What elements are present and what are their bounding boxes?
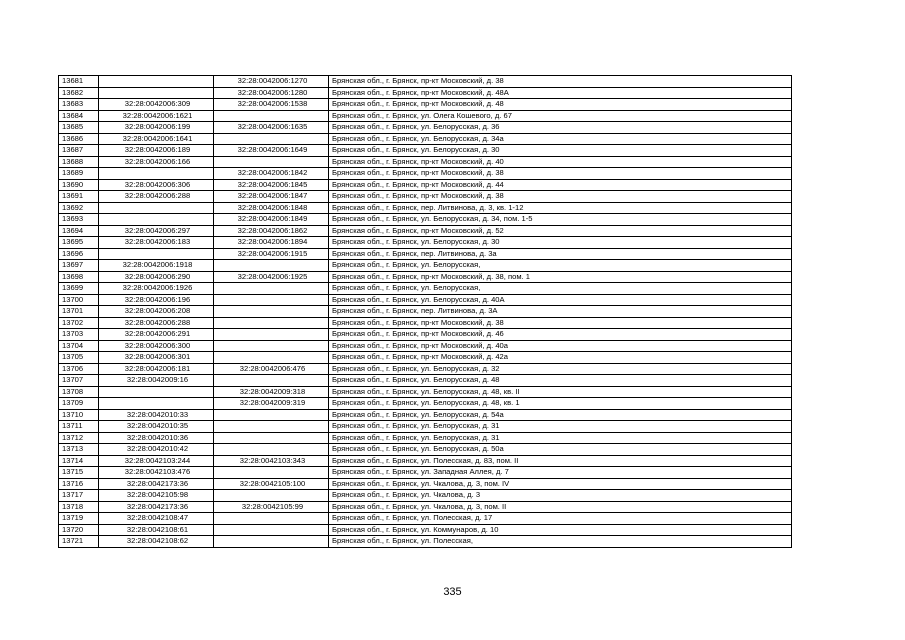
address-cell: Брянская обл., г. Брянск, ул. Чкалова, д. 3 — [329, 490, 792, 502]
row-number-cell: 13702 — [59, 317, 99, 329]
row-number-cell: 13718 — [59, 501, 99, 513]
table-row — [59, 421, 792, 433]
cadastral-number-cell: 32:28:0042006:301 — [99, 352, 214, 364]
object-cadastral-number-cell — [214, 306, 329, 318]
object-cadastral-number-cell: 32:28:0042009:318 — [214, 386, 329, 398]
table-row — [59, 501, 792, 513]
object-cadastral-number-cell: 32:28:0042006:1538 — [214, 99, 329, 111]
address-cell: Брянская обл., г. Брянск, ул. Коммунаров, д. 10 — [329, 524, 792, 536]
row-number-cell: 13701 — [59, 306, 99, 318]
cadastral-number-cell: 32:28:0042006:166 — [99, 156, 214, 168]
row-number-cell: 13691 — [59, 191, 99, 203]
address-cell: Брянская обл., г. Брянск, пр-кт Московский, д. 42а — [329, 352, 792, 364]
object-cadastral-number-cell: 32:28:0042006:1862 — [214, 225, 329, 237]
object-cadastral-number-cell: 32:28:0042006:1842 — [214, 168, 329, 180]
object-cadastral-number-cell — [214, 294, 329, 306]
object-cadastral-number-cell: 32:28:0042105:99 — [214, 501, 329, 513]
row-number-cell: 13703 — [59, 329, 99, 341]
cadastral-number-cell: 32:28:0042006:291 — [99, 329, 214, 341]
object-cadastral-number-cell — [214, 432, 329, 444]
table-row — [59, 145, 792, 157]
address-cell: Брянская обл., г. Брянск, ул. Белорусская, д. 31 — [329, 432, 792, 444]
row-number-cell: 13700 — [59, 294, 99, 306]
address-cell: Брянская обл., г. Брянск, пр-кт Московский, д. 40 — [329, 156, 792, 168]
row-number-cell: 13714 — [59, 455, 99, 467]
object-cadastral-number-cell — [214, 536, 329, 548]
address-cell: Брянская обл., г. Брянск, ул. Олега Кошевого, д. 67 — [329, 110, 792, 122]
table-row — [59, 271, 792, 283]
row-number-cell: 13681 — [59, 76, 99, 88]
row-number-cell: 13721 — [59, 536, 99, 548]
table-row — [59, 375, 792, 387]
table-row — [59, 455, 792, 467]
row-number-cell: 13695 — [59, 237, 99, 249]
cadastral-number-cell: 32:28:0042006:196 — [99, 294, 214, 306]
table-row — [59, 317, 792, 329]
address-cell: Брянская обл., г. Брянск, ул. Белорусская, д. 48 — [329, 375, 792, 387]
object-cadastral-number-cell: 32:28:0042006:1847 — [214, 191, 329, 203]
cadastral-number-cell: 32:28:0042006:199 — [99, 122, 214, 134]
cadastral-number-cell — [99, 202, 214, 214]
object-cadastral-number-cell — [214, 283, 329, 295]
address-cell: Брянская обл., г. Брянск, пр-кт Московский, д. 44 — [329, 179, 792, 191]
cadastral-number-cell — [99, 87, 214, 99]
object-cadastral-number-cell — [214, 444, 329, 456]
object-cadastral-number-cell — [214, 409, 329, 421]
cadastral-number-cell: 32:28:0042006:297 — [99, 225, 214, 237]
table-row — [59, 260, 792, 272]
object-cadastral-number-cell — [214, 156, 329, 168]
property-registry-table — [58, 75, 792, 548]
address-cell: Брянская обл., г. Брянск, ул. Белорусская, д. 54а — [329, 409, 792, 421]
cadastral-number-cell: 32:28:0042006:208 — [99, 306, 214, 318]
object-cadastral-number-cell: 32:28:0042006:1848 — [214, 202, 329, 214]
row-number-cell: 13712 — [59, 432, 99, 444]
cadastral-number-cell — [99, 76, 214, 88]
object-cadastral-number-cell: 32:28:0042006:1849 — [214, 214, 329, 226]
table-row — [59, 122, 792, 134]
address-cell: Брянская обл., г. Брянск, ул. Белорусская, д. 30 — [329, 145, 792, 157]
table-row — [59, 467, 792, 479]
address-cell: Брянская обл., г. Брянск, ул. Чкалова, д. 3, пом. IV — [329, 478, 792, 490]
row-number-cell: 13696 — [59, 248, 99, 260]
object-cadastral-number-cell: 32:28:0042105:100 — [214, 478, 329, 490]
cadastral-number-cell: 32:28:0042006:306 — [99, 179, 214, 191]
table-row — [59, 306, 792, 318]
table-row — [59, 99, 792, 111]
address-cell: Брянская обл., г. Брянск, пр-кт Московский, д. 48 — [329, 99, 792, 111]
cadastral-number-cell: 32:28:0042006:290 — [99, 271, 214, 283]
address-cell: Брянская обл., г. Брянск, ул. Белорусская, — [329, 283, 792, 295]
row-number-cell: 13688 — [59, 156, 99, 168]
address-cell: Брянская обл., г. Брянск, ул. Белорусская, д. 30 — [329, 237, 792, 249]
object-cadastral-number-cell — [214, 490, 329, 502]
cadastral-number-cell: 32:28:0042009:16 — [99, 375, 214, 387]
table-row — [59, 225, 792, 237]
row-number-cell: 13686 — [59, 133, 99, 145]
address-cell: Брянская обл., г. Брянск, пр-кт Московский, д. 38, пом. 1 — [329, 271, 792, 283]
row-number-cell: 13693 — [59, 214, 99, 226]
table-row — [59, 490, 792, 502]
row-number-cell: 13694 — [59, 225, 99, 237]
address-cell: Брянская обл., г. Брянск, ул. Белорусская, д. 50а — [329, 444, 792, 456]
table-row — [59, 294, 792, 306]
address-cell: Брянская обл., г. Брянск, пр-кт Московский, д. 38 — [329, 168, 792, 180]
cadastral-number-cell: 32:28:0042108:47 — [99, 513, 214, 525]
object-cadastral-number-cell: 32:28:0042006:1635 — [214, 122, 329, 134]
cadastral-number-cell: 32:28:0042006:288 — [99, 191, 214, 203]
address-cell: Брянская обл., г. Брянск, пр-кт Московский, д. 40а — [329, 340, 792, 352]
object-cadastral-number-cell: 32:28:0042103:343 — [214, 455, 329, 467]
row-number-cell: 13692 — [59, 202, 99, 214]
address-cell: Брянская обл., г. Брянск, пр-кт Московский, д. 46 — [329, 329, 792, 341]
object-cadastral-number-cell — [214, 317, 329, 329]
object-cadastral-number-cell — [214, 513, 329, 525]
object-cadastral-number-cell — [214, 260, 329, 272]
row-number-cell: 13684 — [59, 110, 99, 122]
object-cadastral-number-cell — [214, 352, 329, 364]
object-cadastral-number-cell: 32:28:0042009:319 — [214, 398, 329, 410]
cadastral-number-cell: 32:28:0042103:476 — [99, 467, 214, 479]
address-cell: Брянская обл., г. Брянск, ул. Белорусская, — [329, 260, 792, 272]
table-row — [59, 76, 792, 88]
table-row — [59, 340, 792, 352]
cadastral-number-cell — [99, 248, 214, 260]
address-cell: Брянская обл., г. Брянск, ул. Полесская, д. 83, пом. II — [329, 455, 792, 467]
cadastral-number-cell: 32:28:0042006:288 — [99, 317, 214, 329]
cadastral-number-cell: 32:28:0042173:36 — [99, 478, 214, 490]
row-number-cell: 13719 — [59, 513, 99, 525]
address-cell: Брянская обл., г. Брянск, ул. Белорусская, д. 34, пом. 1-5 — [329, 214, 792, 226]
address-cell: Брянская обл., г. Брянск, ул. Белорусская, д. 31 — [329, 421, 792, 433]
table-row — [59, 363, 792, 375]
address-cell: Брянская обл., г. Брянск, ул. Белорусская, д. 32 — [329, 363, 792, 375]
cadastral-number-cell — [99, 386, 214, 398]
row-number-cell: 13699 — [59, 283, 99, 295]
table-row — [59, 237, 792, 249]
row-number-cell: 13690 — [59, 179, 99, 191]
cadastral-number-cell: 32:28:0042010:42 — [99, 444, 214, 456]
row-number-cell: 13685 — [59, 122, 99, 134]
cadastral-number-cell: 32:28:0042105:98 — [99, 490, 214, 502]
address-cell: Брянская обл., г. Брянск, пер. Литвинова, д. 3а — [329, 248, 792, 260]
object-cadastral-number-cell — [214, 329, 329, 341]
address-cell: Брянская обл., г. Брянск, ул. Чкалова, д. 3, пом. II — [329, 501, 792, 513]
cadastral-number-cell: 32:28:0042173:36 — [99, 501, 214, 513]
cadastral-number-cell: 32:28:0042103:244 — [99, 455, 214, 467]
table-row — [59, 352, 792, 364]
table-row — [59, 202, 792, 214]
object-cadastral-number-cell: 32:28:0042006:476 — [214, 363, 329, 375]
address-cell: Брянская обл., г. Брянск, пр-кт Московский, д. 48А — [329, 87, 792, 99]
table-row — [59, 248, 792, 260]
object-cadastral-number-cell — [214, 467, 329, 479]
address-cell: Брянская обл., г. Брянск, ул. Белорусская, д. 36 — [329, 122, 792, 134]
object-cadastral-number-cell: 32:28:0042006:1925 — [214, 271, 329, 283]
table-row — [59, 179, 792, 191]
table-row — [59, 409, 792, 421]
cadastral-number-cell: 32:28:0042010:33 — [99, 409, 214, 421]
address-cell: Брянская обл., г. Брянск, ул. Полесская, д. 17 — [329, 513, 792, 525]
row-number-cell: 13682 — [59, 87, 99, 99]
row-number-cell: 13716 — [59, 478, 99, 490]
row-number-cell: 13705 — [59, 352, 99, 364]
cadastral-number-cell: 32:28:0042006:309 — [99, 99, 214, 111]
table-row — [59, 133, 792, 145]
address-cell: Брянская обл., г. Брянск, ул. Белорусская, д. 40А — [329, 294, 792, 306]
object-cadastral-number-cell: 32:28:0042006:1915 — [214, 248, 329, 260]
table-row — [59, 524, 792, 536]
table-row — [59, 87, 792, 99]
cadastral-number-cell: 32:28:0042006:1641 — [99, 133, 214, 145]
object-cadastral-number-cell: 32:28:0042006:1270 — [214, 76, 329, 88]
row-number-cell: 13687 — [59, 145, 99, 157]
registry-table-body — [59, 76, 792, 548]
cadastral-number-cell — [99, 168, 214, 180]
table-row — [59, 168, 792, 180]
object-cadastral-number-cell — [214, 110, 329, 122]
table-row — [59, 214, 792, 226]
address-cell: Брянская обл., г. Брянск, ул. Западная Аллея, д. 7 — [329, 467, 792, 479]
cadastral-number-cell — [99, 398, 214, 410]
cadastral-number-cell: 32:28:0042010:36 — [99, 432, 214, 444]
table-row — [59, 110, 792, 122]
cadastral-number-cell: 32:28:0042006:1926 — [99, 283, 214, 295]
table-row — [59, 398, 792, 410]
cadastral-number-cell — [99, 214, 214, 226]
row-number-cell: 13709 — [59, 398, 99, 410]
object-cadastral-number-cell — [214, 133, 329, 145]
row-number-cell: 13708 — [59, 386, 99, 398]
cadastral-number-cell: 32:28:0042108:61 — [99, 524, 214, 536]
cadastral-number-cell: 32:28:0042006:183 — [99, 237, 214, 249]
row-number-cell: 13711 — [59, 421, 99, 433]
table-row — [59, 386, 792, 398]
row-number-cell: 13683 — [59, 99, 99, 111]
table-row — [59, 513, 792, 525]
object-cadastral-number-cell: 32:28:0042006:1649 — [214, 145, 329, 157]
cadastral-number-cell: 32:28:0042010:35 — [99, 421, 214, 433]
table-row — [59, 444, 792, 456]
row-number-cell: 13698 — [59, 271, 99, 283]
object-cadastral-number-cell — [214, 524, 329, 536]
cadastral-number-cell: 32:28:0042006:1621 — [99, 110, 214, 122]
address-cell: Брянская обл., г. Брянск, пер. Литвинова, д. 3А — [329, 306, 792, 318]
row-number-cell: 13710 — [59, 409, 99, 421]
row-number-cell: 13706 — [59, 363, 99, 375]
cadastral-number-cell: 32:28:0042006:1918 — [99, 260, 214, 272]
object-cadastral-number-cell: 32:28:0042006:1894 — [214, 237, 329, 249]
cadastral-number-cell: 32:28:0042006:189 — [99, 145, 214, 157]
address-cell: Брянская обл., г. Брянск, пр-кт Московский, д. 38 — [329, 76, 792, 88]
object-cadastral-number-cell: 32:28:0042006:1280 — [214, 87, 329, 99]
table-row — [59, 536, 792, 548]
address-cell: Брянская обл., г. Брянск, пер. Литвинова, д. 3, кв. 1-12 — [329, 202, 792, 214]
row-number-cell: 13697 — [59, 260, 99, 272]
object-cadastral-number-cell — [214, 340, 329, 352]
address-cell: Брянская обл., г. Брянск, ул. Белорусская, д. 48, кв. II — [329, 386, 792, 398]
address-cell: Брянская обл., г. Брянск, ул. Полесская, — [329, 536, 792, 548]
cadastral-number-cell: 32:28:0042006:181 — [99, 363, 214, 375]
address-cell: Брянская обл., г. Брянск, пр-кт Московский, д. 38 — [329, 191, 792, 203]
cadastral-number-cell: 32:28:0042006:300 — [99, 340, 214, 352]
object-cadastral-number-cell — [214, 421, 329, 433]
table-row — [59, 478, 792, 490]
table-row — [59, 156, 792, 168]
row-number-cell: 13689 — [59, 168, 99, 180]
table-row — [59, 329, 792, 341]
object-cadastral-number-cell: 32:28:0042006:1845 — [214, 179, 329, 191]
table-row — [59, 191, 792, 203]
address-cell: Брянская обл., г. Брянск, ул. Белорусская, д. 34а — [329, 133, 792, 145]
row-number-cell: 13704 — [59, 340, 99, 352]
row-number-cell: 13720 — [59, 524, 99, 536]
row-number-cell: 13713 — [59, 444, 99, 456]
address-cell: Брянская обл., г. Брянск, пр-кт Московский, д. 38 — [329, 317, 792, 329]
page-number: 335 — [443, 586, 462, 598]
row-number-cell: 13715 — [59, 467, 99, 479]
address-cell: Брянская обл., г. Брянск, ул. Белорусская, д. 48, кв. 1 — [329, 398, 792, 410]
table-row — [59, 432, 792, 444]
cadastral-number-cell: 32:28:0042108:62 — [99, 536, 214, 548]
address-cell: Брянская обл., г. Брянск, пр-кт Московский, д. 52 — [329, 225, 792, 237]
row-number-cell: 13717 — [59, 490, 99, 502]
row-number-cell: 13707 — [59, 375, 99, 387]
object-cadastral-number-cell — [214, 375, 329, 387]
table-row — [59, 283, 792, 295]
